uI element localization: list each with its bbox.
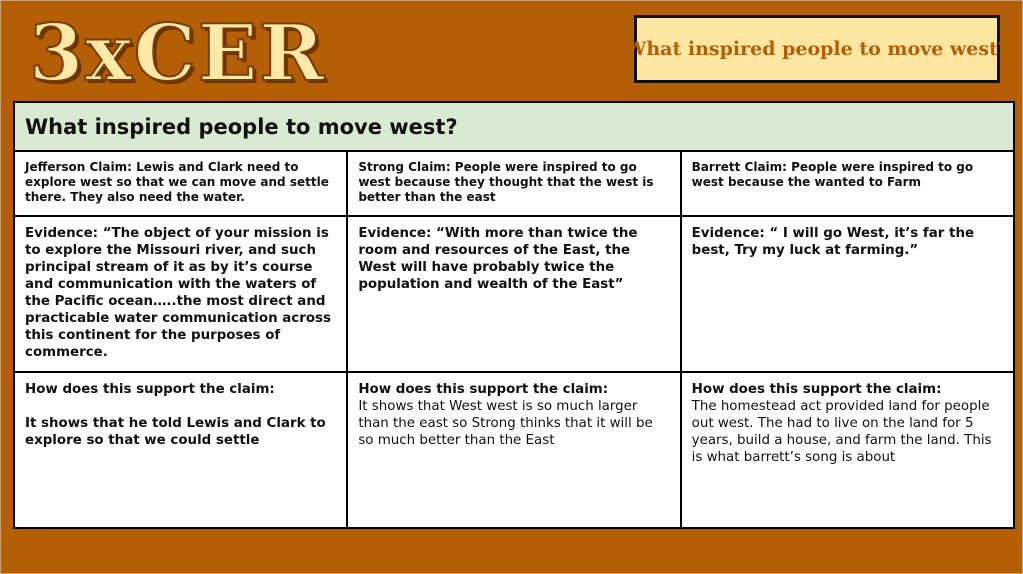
support-label: How does this support the claim: [358, 382, 609, 397]
big-title: 3xCER [29, 8, 327, 99]
support-text: It shows that West west is so much larger than the east so Strong thinks that it will be so much better than the East [358, 399, 653, 448]
support-label: How does this support the claim: [25, 382, 275, 397]
question-text: What inspired people to move west? [625, 38, 1009, 60]
question-box [625, 15, 1009, 83]
evidence-row [14, 216, 1014, 372]
support-text: It shows that he told Lewis and Clark to explore so that we could settle [25, 416, 326, 448]
evidence-jefferson: Evidence: “The object of your mission is to explore the Missouri river, and such principal stream of it as by it’s course and communication with the waters of the Pacific ocean…..the most direct and practicable water communication across this continent for the purposes of commerce. [14, 216, 347, 372]
claim-jefferson: Jefferson Claim: Lewis and Clark need to explore west so that we can move and settle there. They also need the water. [14, 151, 347, 216]
support-jefferson [14, 372, 347, 528]
header-row [14, 102, 1014, 151]
claim-strong: Strong Claim: People were inspired to go west because they thought that the west is better than the east [347, 151, 680, 216]
support-text: The homestead act provided land for people out west. The had to live on the land for 5 years, build a house, and farm the land. This is what barrett’s song is about [691, 399, 992, 465]
table-header: What inspired people to move west? [14, 102, 1014, 151]
claim-row [14, 151, 1014, 216]
support-label: How does this support the claim: [691, 382, 942, 397]
spacer [25, 398, 336, 415]
evidence-strong: Evidence: “With more than twice the room and resources of the East, the West will have probably twice the population and wealth of the East” [347, 216, 680, 372]
evidence-barrett: Evidence: “ I will go West, it’s far the best, Try my luck at farming.” [681, 216, 1014, 372]
support-strong [347, 372, 680, 528]
support-barrett [681, 372, 1014, 528]
cer-table [13, 101, 1015, 529]
support-row [14, 372, 1014, 528]
claim-barrett: Barrett Claim: People were inspired to go west because the wanted to Farm [681, 151, 1014, 216]
